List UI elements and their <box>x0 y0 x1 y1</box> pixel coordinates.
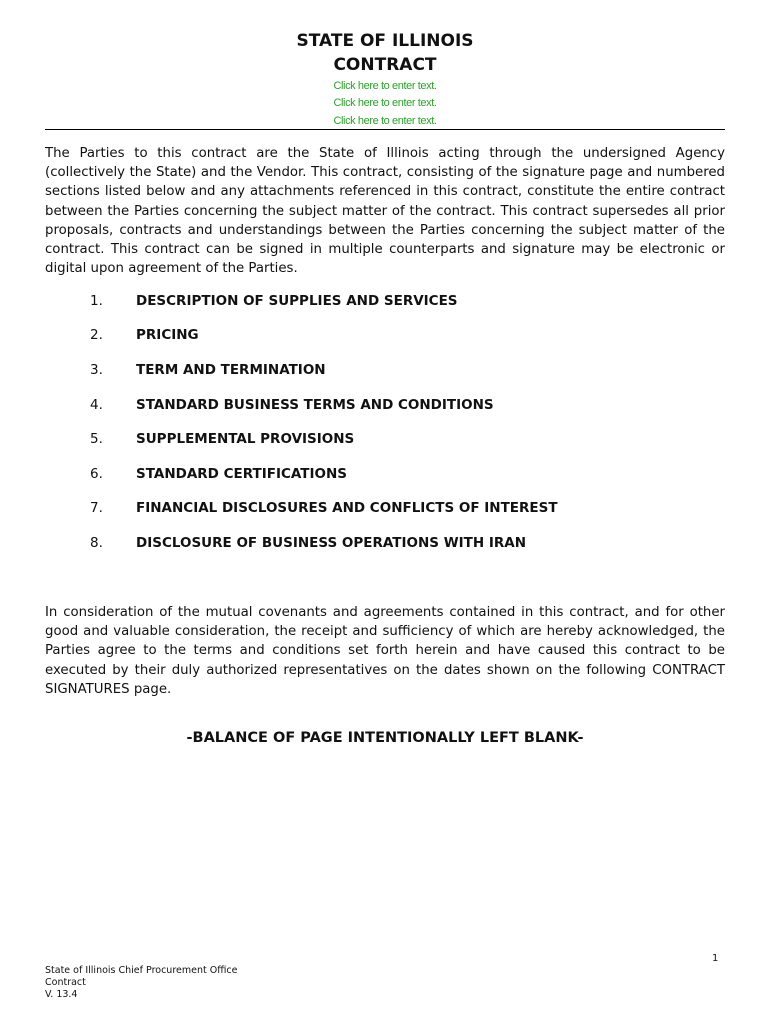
section-number: 1. <box>90 293 103 309</box>
footer-office: State of Illinois Chief Procurement Office <box>45 965 238 976</box>
section-label: TERM AND TERMINATION <box>136 362 326 378</box>
section-number: 5. <box>90 431 103 447</box>
balance-notice: -BALANCE OF PAGE INTENTIONALLY LEFT BLANK- <box>186 730 584 746</box>
section-number: 8. <box>90 535 103 551</box>
page-footer <box>45 965 237 1001</box>
text-placeholder-field-1[interactable]: Click here to enter text. <box>333 80 437 92</box>
footer-doc-type: Contract <box>45 977 86 988</box>
section-label: DESCRIPTION OF SUPPLIES AND SERVICES <box>136 293 458 309</box>
section-label: DISCLOSURE OF BUSINESS OPERATIONS WITH IRAN <box>136 535 527 551</box>
document-title-state: STATE OF ILLINOIS <box>296 31 474 51</box>
document-title-contract: CONTRACT <box>333 55 437 75</box>
text-placeholder-field-2[interactable]: Click here to enter text. <box>333 97 437 109</box>
section-number: 7. <box>90 500 103 516</box>
text-placeholder-field-3[interactable]: Click here to enter text. <box>333 115 437 127</box>
section-number: 4. <box>90 397 103 413</box>
intro-paragraph: The Parties to this contract are the State of Illinois acting through the undersigned Agency (collectively the State) and the Vendor. This contract, consisting of the signature page and numbered sections listed below and any attachments referenced in this contract, constitute the entire contract between the Parties concerning the subject matter of the contract. This contract supersedes all prior proposals, contracts and understandings between the Parties concerning the subject matter of the contract. This contract can be signed in multiple counterparts and signature may be electronic or digital upon agreement of the Parties. <box>45 146 725 277</box>
section-number: 2. <box>90 327 103 343</box>
section-label: STANDARD CERTIFICATIONS <box>136 466 348 482</box>
footer-version: V. 13.4 <box>45 989 78 1000</box>
page-number: 1 <box>712 953 719 964</box>
section-label: PRICING <box>136 327 199 343</box>
section-number: 3. <box>90 362 103 378</box>
section-label: FINANCIAL DISCLOSURES AND CONFLICTS OF INTEREST <box>136 500 558 516</box>
header-divider <box>45 129 725 130</box>
section-label: STANDARD BUSINESS TERMS AND CONDITIONS <box>136 397 494 413</box>
consideration-paragraph: In consideration of the mutual covenants and agreements contained in this contract, and for other good and valuable consideration, the receipt and sufficiency of which are hereby acknowledged, the Parties agree to the terms and conditions set forth herein and have caused this contract to be executed by their duly authorized representatives on the dates shown on the following CONTRACT SIGNATURES page. <box>45 605 725 697</box>
section-number: 6. <box>90 466 103 482</box>
section-label: SUPPLEMENTAL PROVISIONS <box>136 431 355 447</box>
